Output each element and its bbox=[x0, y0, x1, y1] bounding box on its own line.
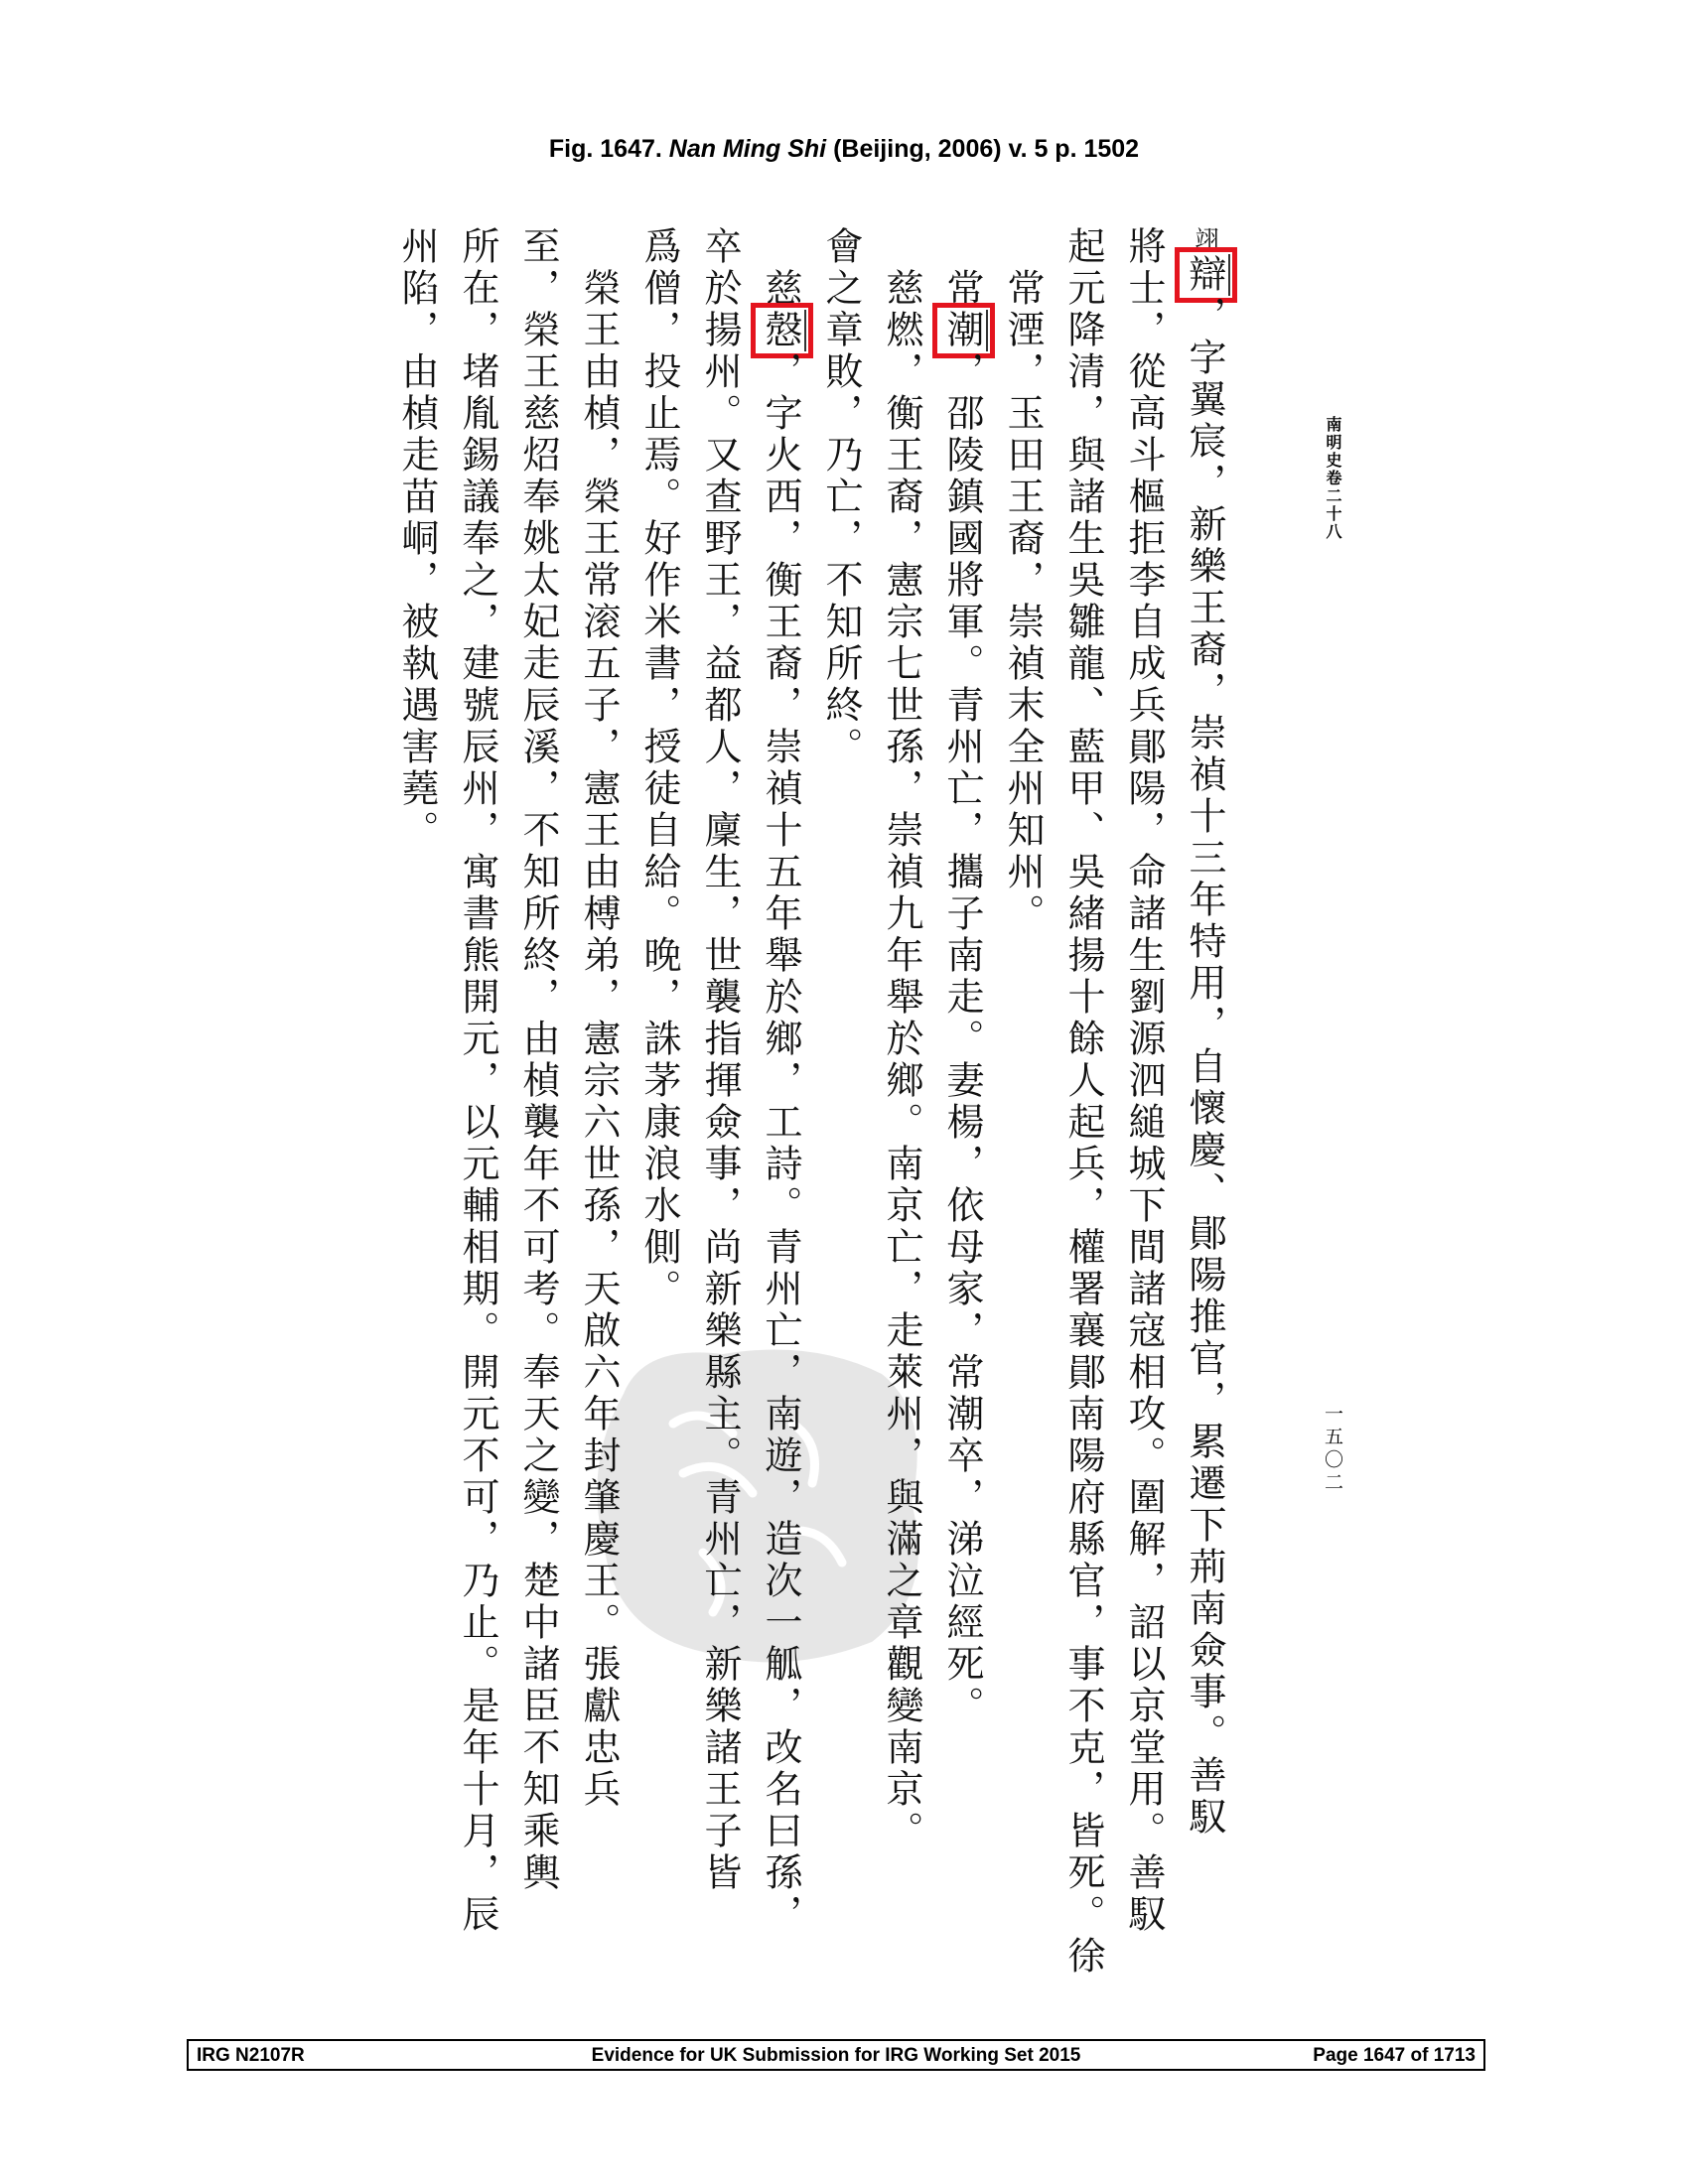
text-column bbox=[758, 226, 806, 1936]
page-footer bbox=[187, 2039, 1485, 2071]
text-column bbox=[1121, 226, 1167, 1936]
column-prefix: 常 bbox=[940, 226, 984, 310]
highlighted-character: 潮 bbox=[939, 310, 988, 351]
figure-caption bbox=[0, 135, 1688, 164]
column-text: 起元降清，與諸生吳雛龍、藍甲、吳緒揚十餘人起兵，權署襄鄖南陽府縣官，事不克，皆死。徐 bbox=[1061, 226, 1105, 1978]
text-column bbox=[515, 226, 561, 1894]
column-text: 將士，從高斗樞拒李自成兵鄖陽，命諸生劉源泗縋城下間諸寇相攻。圍解，詔以京堂用。善馭 bbox=[1122, 226, 1166, 1936]
text-column bbox=[879, 226, 924, 1852]
running-head: 南明史卷二十八 bbox=[1324, 416, 1342, 541]
caption-title: Nan Ming Shi bbox=[668, 135, 827, 163]
column-text: 州陷，由楨走苗峒，被執遇害蕘。 bbox=[395, 226, 439, 852]
text-column bbox=[1182, 226, 1230, 1839]
footer-document-id: IRG N2107R bbox=[197, 2045, 305, 2066]
text-column bbox=[939, 226, 988, 1727]
text-column bbox=[576, 226, 622, 1811]
column-text: 卒於揚州。又查野王，益都人，廩生，世襲指揮僉事，尚新樂縣主。青州亡，新樂諸王子皆 bbox=[698, 226, 742, 1894]
caption-suffix: (Beijing, 2006) v. 5 p. 1502 bbox=[833, 135, 1140, 163]
text-column bbox=[455, 226, 500, 1936]
column-text: ，邵陵鎮國將軍。青州亡，攜子南走。妻楊，依母家，常潮卒，涕泣經死。 bbox=[940, 351, 984, 1727]
column-text: 至，榮王慈炤奉姚太妃走辰溪，不知所終，由楨襲年不可考。奉天之變，楚中諸臣不知乘輿 bbox=[516, 226, 560, 1894]
highlighted-character: 辯 bbox=[1182, 254, 1230, 296]
text-column bbox=[1000, 226, 1046, 935]
footer-page-count: Page 1647 of 1713 bbox=[1313, 2045, 1476, 2066]
column-text: 常湮，玉田王裔，崇禎末全州知州。 bbox=[1001, 268, 1045, 935]
column-text: 慈燃，衡王裔，憲宗七世孫，崇禎九年舉於鄉。南京亡，走萊州，與滿之章觀變南京。 bbox=[880, 268, 923, 1852]
scanned-page-left bbox=[316, 222, 713, 1936]
column-text: 會之章敗，乃亡，不知所終。 bbox=[819, 226, 863, 768]
column-prefix: 慈 bbox=[759, 226, 802, 310]
caption-prefix: Fig. 1647. bbox=[548, 135, 662, 163]
column-text: ，字翼宸，新樂王裔，崇禎十三年特用，自懷慶、鄖陽推官，累遷下荊南僉事。善馭 bbox=[1183, 296, 1226, 1839]
column-text: 榮王由楨，榮王常滚五子，憲王由榑弟，憲宗六世孫，天啟六年封肇慶王。張獻忠兵 bbox=[577, 268, 621, 1811]
column-text: ，字火西，衡王裔，崇禎十五年舉於鄉，工詩。青州亡，南遊，造次一觚，改名曰孫， bbox=[759, 351, 802, 1936]
text-column bbox=[818, 226, 864, 768]
column-text: 爲僧，投止焉。好作米書，授徒自給。晚，誅茅康浪水側。 bbox=[637, 226, 681, 1310]
text-column bbox=[394, 226, 440, 852]
highlighted-character: 慤 bbox=[758, 310, 806, 351]
column-text: 所在，堵胤錫議奉之，建號辰州，寓書熊開元，以元輔相期。開元不可，乃止。是年十月，辰 bbox=[456, 226, 499, 1936]
footer-title: Evidence for UK Submission for IRG Working Set 2015 bbox=[591, 2045, 1081, 2066]
column-prefix: 翊 bbox=[1191, 226, 1218, 254]
text-column bbox=[1060, 226, 1106, 1978]
page-number: 一五〇二 bbox=[1322, 1404, 1343, 1495]
